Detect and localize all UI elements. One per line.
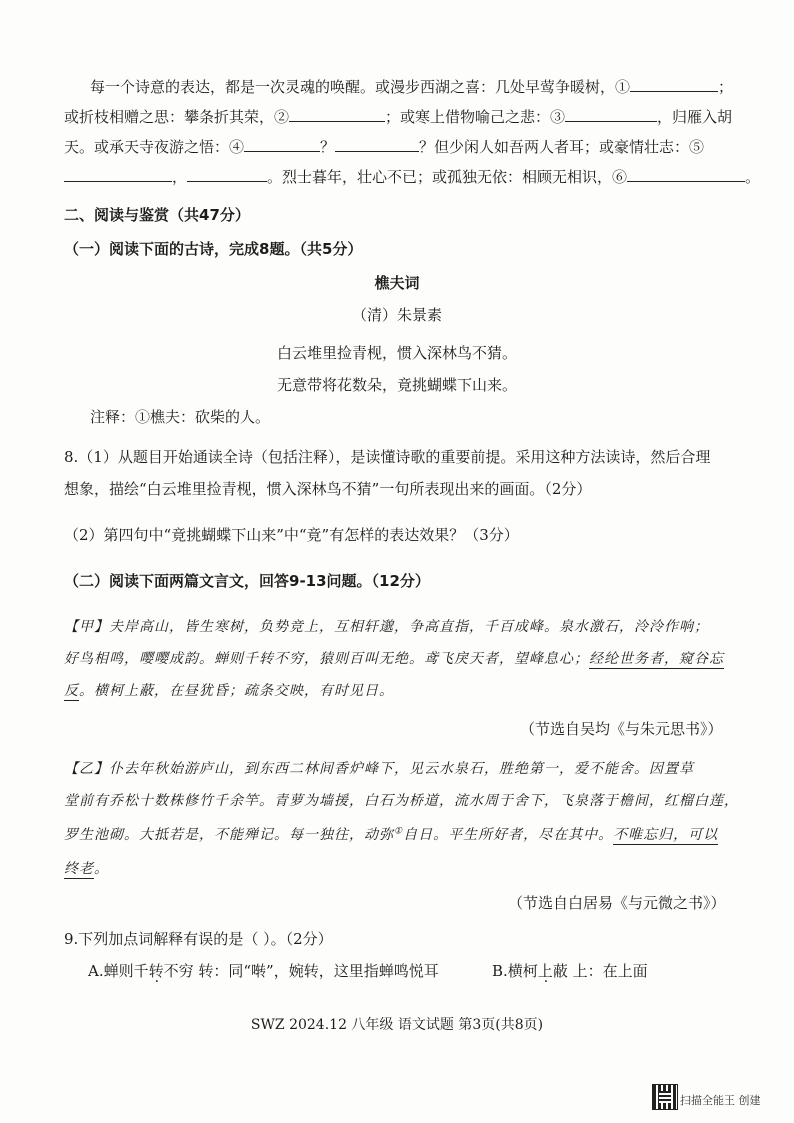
poem-line-2: 无意带将花数朵，竟挑蝴蝶下山来。 bbox=[276, 376, 517, 394]
fill-line-1: 每一个诗意的表达，都是一次灵魂的唤醒。或漫步西湖之喜：几处早莺争暖树，① ； bbox=[90, 78, 734, 96]
poem-title: 樵夫词 bbox=[374, 274, 420, 292]
text-yi-line-2: 堂前有乔松十数株修竹千余竿。青萝为墙援，白石为桥道，流水周于舍下，飞泉落于檐间，红榴白莲， bbox=[64, 793, 739, 809]
question-9-stem: 9.下列加点词解释有误的是（ ）。（2分） bbox=[64, 930, 333, 948]
answer-blank-5b[interactable] bbox=[187, 167, 267, 182]
underlined-phrase: 经纶世务者，窥谷忘 bbox=[589, 651, 724, 667]
fill-line-2: 或折枝相赠之思：攀条折其荣，② ；或寒上借物喻己之悲：③ ，归雁入胡 bbox=[64, 108, 733, 126]
answer-blank-5a[interactable] bbox=[64, 167, 172, 182]
text-jia-line-1: 【甲】夫岸高山，皆生寒树，负势竞上，互相轩邈，争高直指，千百成峰。泉水激石，泠泠作响； bbox=[64, 619, 709, 635]
underlined-phrase: 反 bbox=[64, 683, 79, 699]
text-yi-line-1: 【乙】仆去年秋始游庐山，到东西二林间香炉峰下，见云水泉石，胜绝第一，爱不能舍。因置草 bbox=[64, 761, 694, 777]
answer-blank-4b[interactable] bbox=[335, 137, 419, 152]
text-jia-source: （节选自吴均《与朱元思书》） bbox=[520, 720, 723, 738]
part2-title: （二）阅读下面两篇文言文，回答9-13问题。（12分） bbox=[64, 572, 430, 590]
question-9-option-b: B.横柯上蔽 上：在上面 bbox=[492, 962, 648, 980]
question-9-option-a: A.蝉则千转不穷 转：同“啭”，婉转，这里指蝉鸣悦耳 bbox=[88, 962, 439, 980]
question-8-1-line-2: 想象，描绘“白云堆里捡青枧，惯入深林鸟不猜”一句所表现出来的画面。（2分） bbox=[64, 480, 592, 498]
question-8-2: （2）第四句中“竟挑蝴蝶下山来”中“竟”有怎样的表达效果？（3分） bbox=[64, 526, 519, 544]
poem-line-1: 白云堆里捡青枧，惯入深林鸟不猜。 bbox=[276, 344, 517, 362]
question-8-1-line-1: 8.（1）从题目开始通读全诗（包括注释），是读懂诗歌的重要前提。采用这种方法读诗，然后合理 bbox=[64, 448, 711, 466]
fill-line-3: 天。或承天寺夜游之悟：④ ？ ？但少闲人如吾两人者耳；或豪情壮志：⑤ bbox=[64, 138, 705, 156]
text-jia-line-3: 反。横柯上蔽，在昼犹昏；疏条交映，有时见日。 bbox=[64, 683, 394, 699]
poem-note: 注释：①樵夫：砍柴的人。 bbox=[90, 408, 271, 426]
fill-line-4: ， 。烈士暮年，壮心不已；或孤独无依：相顾无相识，⑥ 。 bbox=[64, 166, 760, 187]
answer-blank-2[interactable] bbox=[289, 107, 385, 122]
text-yi-line-3: 罗生池砌。大抵若是，不能殚记。每一独往，动弥①自日。平生所好者，尽在其中。不唯忘归，可以 bbox=[64, 826, 719, 843]
text-jia-line-2: 好鸟相鸣，嘤嘤成韵。蝉则千转不穷，猿则百叫无绝。鸢飞戾天者，望峰息心；经纶世务者，窥谷忘 bbox=[64, 651, 724, 667]
underlined-phrase: 终老 bbox=[64, 861, 94, 877]
text-yi-source: （节选自白居易《与元微之书》） bbox=[508, 894, 726, 912]
answer-blank-4a[interactable] bbox=[244, 137, 320, 152]
footnote-mark: ① bbox=[394, 826, 404, 837]
page-footer: SWZ 2024.12 八年级 语文试题 第3页(共8页) bbox=[250, 1017, 544, 1033]
poem-author: （清）朱景素 bbox=[351, 306, 442, 324]
answer-blank-1[interactable] bbox=[630, 77, 718, 92]
scanner-watermark: 扫描全能王 创建 bbox=[680, 1094, 761, 1107]
underlined-phrase: 不唯忘归，可以 bbox=[613, 827, 719, 843]
answer-blank-3[interactable] bbox=[565, 107, 657, 122]
qr-code-icon bbox=[652, 1084, 678, 1110]
answer-blank-6[interactable] bbox=[627, 167, 745, 182]
text-yi-line-4: 终老。 bbox=[64, 861, 109, 877]
section-title: 二、阅读与鉴赏（共47分） bbox=[64, 206, 250, 224]
part1-title: （一）阅读下面的古诗，完成8题。（共5分） bbox=[64, 240, 363, 258]
